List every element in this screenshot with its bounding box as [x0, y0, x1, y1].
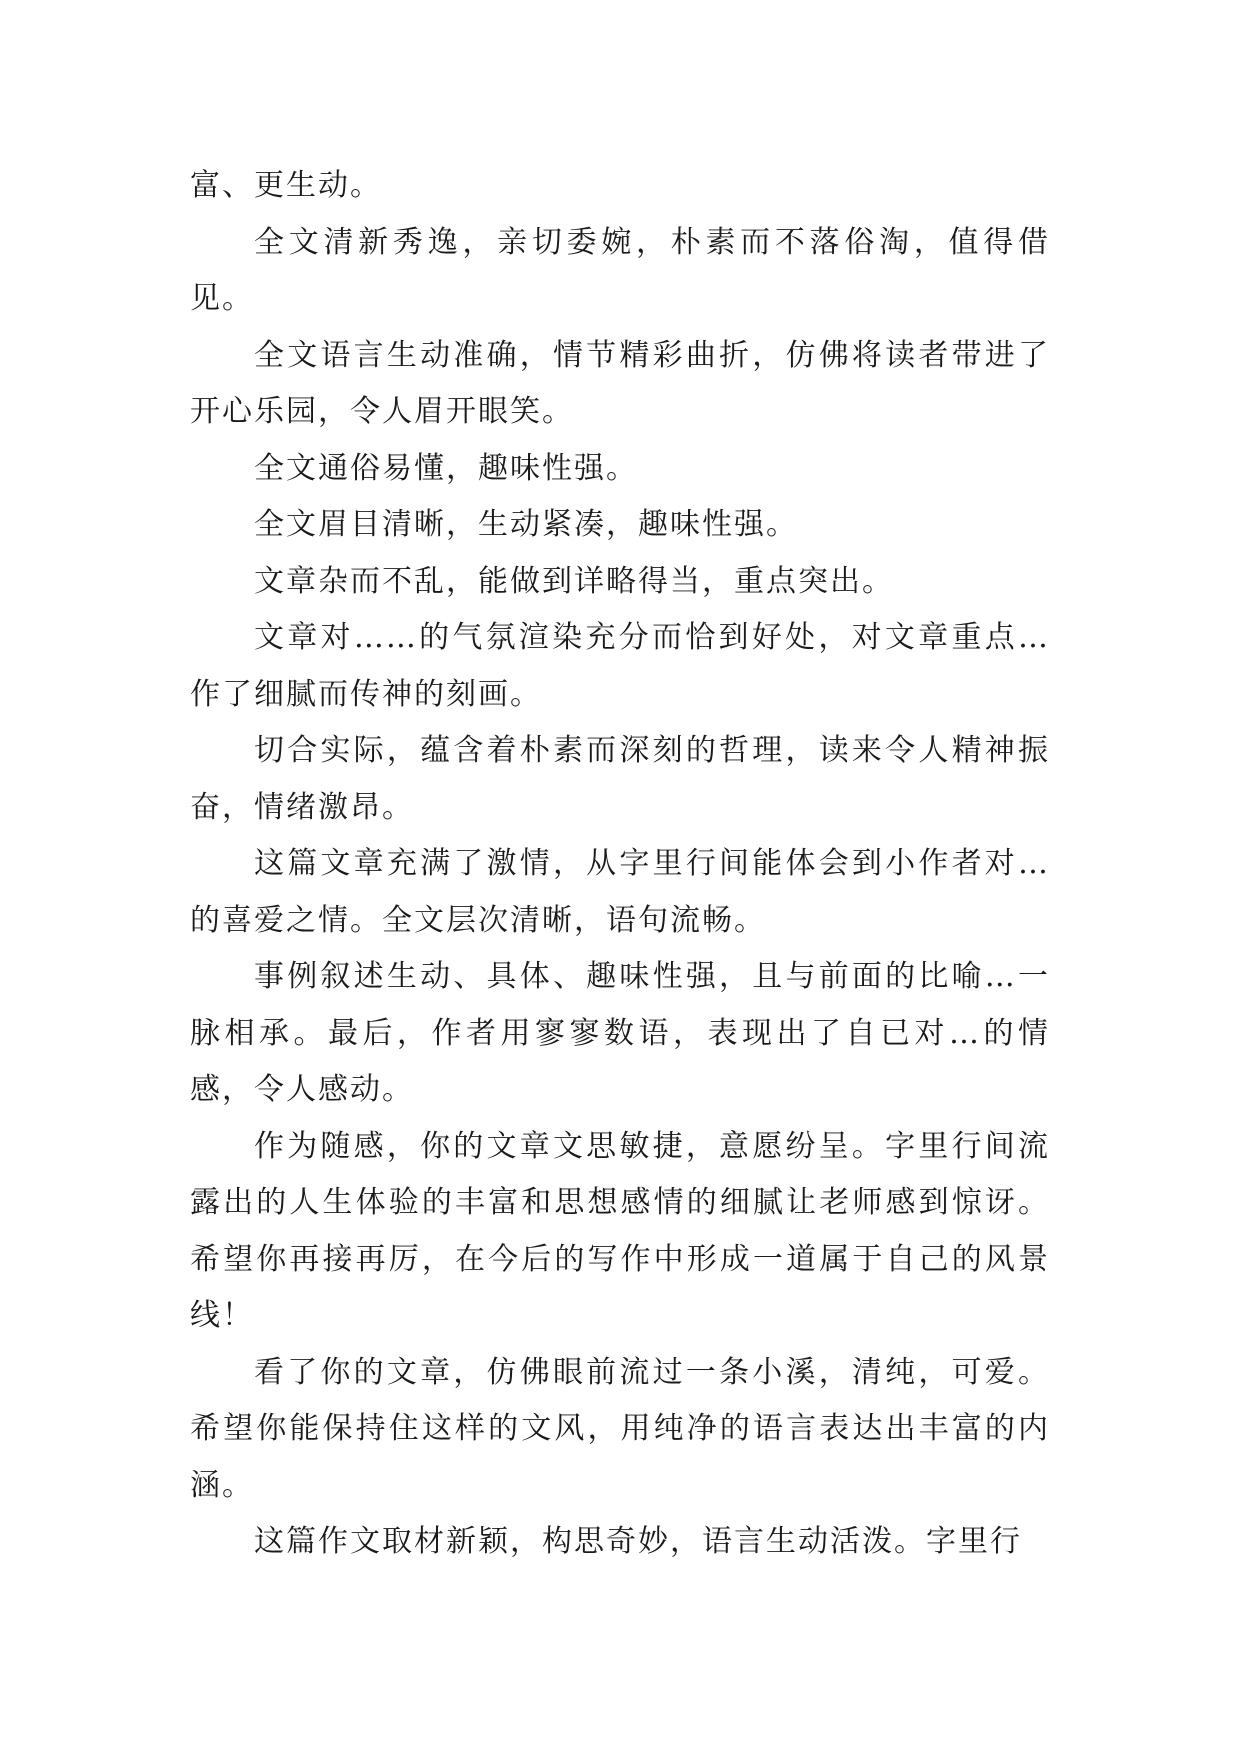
document-body	[190, 158, 1050, 1571]
paragraph: 看了你的文章，仿佛眼前流过一条小溪，清纯，可爱。希望你能保持住这样的文风，用纯净的语言表达出丰富的内涵。	[190, 1354, 1050, 1503]
paragraph: 事例叙述生动、具体、趣味性强，且与前面的比喻…一脉相承。最后，作者用寥寥数语，表现出了自已对…的情感，令人感动。	[190, 959, 1050, 1107]
paragraph: 富、更生动。	[190, 168, 382, 203]
paragraph: 全文通俗易懂，趣味性强。	[254, 450, 638, 486]
paragraph: 全文眉目清晰，生动紧凑，趣味性强。	[254, 507, 798, 542]
paragraph: 全文语言生动准确，情节精彩曲折，仿佛将读者带进了开心乐园，令人眉开眼笑。	[190, 337, 1050, 429]
paragraph: 文章对……的气氛渲染充分而恰到好处，对文章重点…作了细腻而传神的刻画。	[190, 620, 1050, 712]
paragraph: 作为随感，你的文章文思敏捷，意愿纷呈。字里行间流露出的人生体验的丰富和思想感情的细腻让老师感到惊讶。希望你再接再厉，在今后的写作中形成一道属于自己的风景线！	[190, 1128, 1050, 1333]
paragraph: 这篇作文取材新颖，构思奇妙，语言生动活泼。字里行	[254, 1524, 1022, 1559]
paragraph: 这篇文章充满了激情，从字里行间能体会到小作者对…的喜爱之情。全文层次清晰，语句流畅。	[190, 846, 1050, 938]
paragraph: 切合实际，蕴含着朴素而深刻的哲理，读来令人精神振奋，情绪激昂。	[190, 733, 1050, 825]
paragraph: 全文清新秀逸，亲切委婉，朴素而不落俗淘，值得借见。	[190, 224, 1050, 316]
paragraph: 文章杂而不乱，能做到详略得当，重点突出。	[254, 563, 894, 599]
